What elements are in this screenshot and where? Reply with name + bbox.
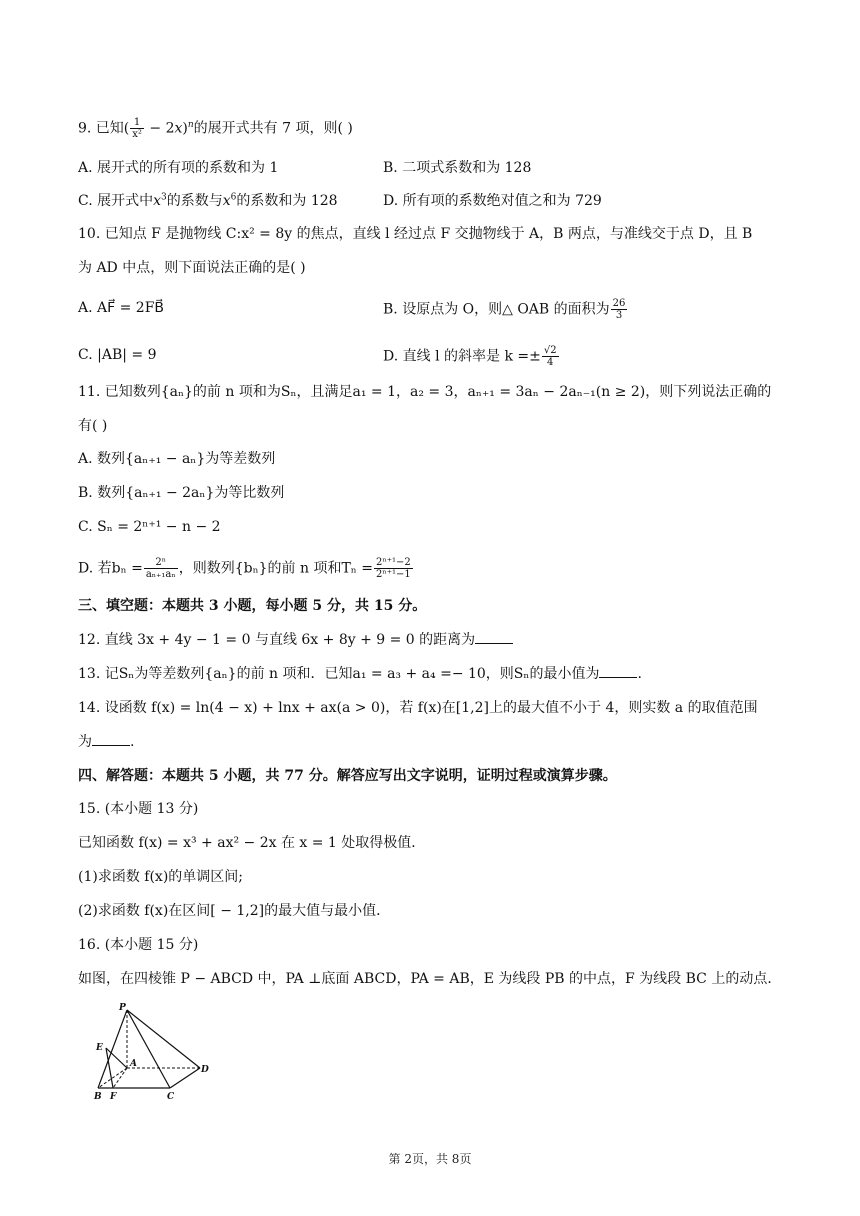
q10-option-c: C. |AB| = 9 [78,347,157,363]
section-3-heading: 三、填空题：本题共 3 小题，每小题 5 分，共 15 分。 [78,598,427,614]
q9-option-d: D. 所有项的系数绝对值之和为 729 [383,193,602,209]
q11-stem-line2: 有( ) [78,418,108,434]
edge-PC [127,1010,170,1088]
q11-option-c: C. Sₙ = 2ⁿ⁺¹ − n − 2 [78,519,221,535]
label-E: E [96,1043,103,1053]
edge-CD [170,1068,200,1088]
q14-line2: 为 . [78,734,135,750]
q15-heading: 15. (本小题 13 分) [78,801,199,817]
q16-stem: 如图，在四棱锥 P − ABCD 中，PA ⊥底面 ABCD，PA = AB，E 为线段 PB 的中点，F 为线段 BC 上的动点． [78,971,782,987]
q14-answer-blank [92,733,130,746]
q12: 12. 直线 3x + 4y − 1 = 0 与直线 6x + 8y + 9 = 0 的距离为 [78,630,513,650]
segment-AF [113,1068,127,1088]
section-4-heading: 四、解答题：本题共 5 小题，共 77 分。解答应写出文字说明，证明过程或演算步骤。 [78,768,617,784]
pyramid-figure [90,1000,215,1105]
q9-fraction: $\frac{1}{\text{x²}}$ [132,117,142,140]
q9-option-a: A. 展开式的所有项的系数和为 1 [78,160,279,176]
q10-stem-line2: 为 AD 中点，则下面说法正确的是( ) [78,260,306,276]
page-footer: 第 2页，共 8页 [388,1152,472,1166]
q11-option-b: B. 数列{aₙ₊₁ − 2aₙ}为等比数列 [78,485,285,501]
q16-heading: 16. (本小题 15 分) [78,937,199,953]
q10-stem-line1: 10. 已知点 F 是抛物线 C:x² = 8y 的焦点，直线 l 经过点 F 交抛物线于 A，B 两点，与准线交于点 D，且 B [78,226,753,242]
q15-part2: (2)求函数 f(x)在区间[ − 1,2]的最大值与最小值． [78,903,391,919]
q9-option-c: C. 展开式中$x^3$的系数与$x^6$的系数和为 128 [78,192,338,209]
q11-option-a: A. 数列{aₙ₊₁ − aₙ}为等差数列 [78,451,276,467]
q15-stem: 已知函数 f(x) = x³ + ax² − 2x 在 x = 1 处取得极值． [78,835,426,851]
q9-pre: 9. 已知( [78,120,130,137]
q15-part1: (1)求函数 f(x)的单调区间; [78,869,243,885]
q10-option-d: D. 直线 l 的斜率是 k =± $\frac{√2}{4}$ [383,345,557,368]
edge-PD [127,1010,200,1068]
q13-answer-blank [599,665,637,678]
label-F: F [110,1092,117,1102]
q9-stem: 9. 已知( $\frac{1}{\text{x²}}$ − 2x)$^n$的展开式共有 7 项，则( ) [78,117,353,140]
q10-option-a: A. AF⃗ = 2FB⃗ [78,300,165,316]
q9-option-b: B. 二项式系数和为 128 [383,160,532,176]
q11-stem-line1: 11. 已知数列{aₙ}的前 n 项和为Sₙ，且满足a₁ = 1，a₂ = 3，aₙ₊₁ = 3aₙ − 2aₙ₋₁(n ≥ 2)，则下列说法正确的 [78,384,772,400]
label-D: D [201,1065,209,1075]
q11-option-d: D. 若bₙ = $\frac{\text{2ⁿ}}{\text{aₙ₊₁aₙ}}$ ，则数列{bₙ}的前 n 项和Tₙ = $\frac{\text{2ⁿ⁺¹−2}}{\text{2ⁿ⁺¹−1}}$ [78,557,411,580]
q13: 13. 记Sₙ为等差数列{aₙ}的前 n 项和．已知a₁ = a₃ + a₄ =− 10，则Sₙ的最小值为 . [78,666,642,682]
label-B: B [94,1092,102,1102]
label-P: P [119,1003,126,1013]
q14-line1: 14. 设函数 f(x) = ln(4 − x) + lnx + ax(a > 0)，若 f(x)在[1,2]上的最大值不小于 4，则实数 a 的取值范围 [78,700,758,716]
q12-answer-blank [475,631,513,644]
label-C: C [167,1092,175,1102]
label-A: A [130,1059,137,1069]
q10-option-b: B. 设原点为 O，则△ OAB 的面积为 $\frac{26}{3}$ [383,298,626,321]
